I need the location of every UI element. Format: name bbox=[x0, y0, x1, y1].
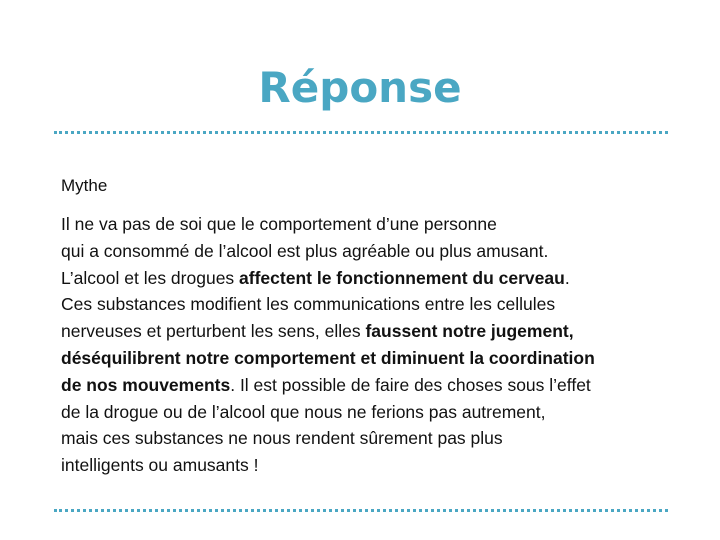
top-divider bbox=[54, 131, 668, 134]
section-heading: Mythe bbox=[61, 176, 108, 195]
paragraph-line bbox=[61, 318, 681, 345]
slide-title: Réponse bbox=[258, 63, 462, 112]
emphasis-text: affectent le fonctionnement du cerveau bbox=[239, 267, 565, 288]
paragraph-line: Il ne va pas de soi que le comportement d’une personne bbox=[61, 214, 497, 234]
paragraph-line bbox=[61, 345, 681, 372]
paragraph-text: nerveuses et perturbent les sens, elles bbox=[61, 321, 366, 342]
emphasis-text: déséquilibrent notre comportement et diminuent la coordination bbox=[61, 347, 595, 368]
paragraph-line: mais ces substances ne nous rendent sûrement pas plus bbox=[61, 428, 503, 449]
paragraph-text: . bbox=[564, 267, 570, 288]
emphasis-text: faussent notre jugement, bbox=[365, 321, 574, 342]
paragraph-line: Ces substances modifient les communications entre les cellules bbox=[61, 294, 556, 315]
bottom-divider bbox=[54, 509, 668, 512]
paragraph-line bbox=[61, 265, 681, 292]
paragraph-line: de la drogue ou de l’alcool que nous ne ferions pas autrement, bbox=[61, 401, 546, 422]
paragraph-line: qui a consommé de l’alcool est plus agréable ou plus amusant. bbox=[61, 240, 549, 261]
paragraph-text: . Il est possible de faire des choses sous l’effet bbox=[230, 374, 591, 395]
paragraph-line bbox=[61, 372, 681, 399]
emphasis-text: de nos mouvements bbox=[61, 374, 231, 395]
paragraph-text: L’alcool et les drogues bbox=[61, 267, 240, 288]
paragraph-line: intelligents ou amusants ! bbox=[61, 455, 259, 476]
answer-paragraph bbox=[61, 211, 681, 479]
